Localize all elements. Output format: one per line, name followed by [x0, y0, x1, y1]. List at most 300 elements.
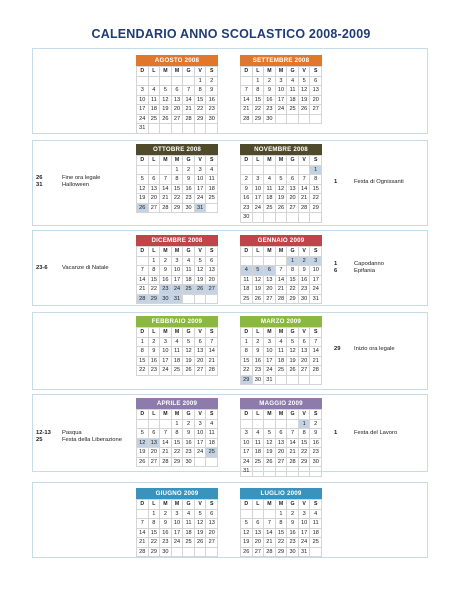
day-cell: 12	[137, 439, 149, 449]
day-cell: 17	[137, 105, 149, 115]
band-giu-lug	[32, 482, 428, 558]
month-calendar	[136, 316, 218, 376]
day-cell: 26	[137, 204, 149, 214]
day-cell: 5	[183, 338, 195, 348]
day-cell: 16	[299, 276, 311, 286]
empty-cell	[264, 213, 276, 223]
day-cell: 22	[299, 448, 311, 458]
day-cell: 1	[149, 510, 161, 520]
day-cell: 29	[172, 204, 184, 214]
day-cell: 17	[264, 357, 276, 367]
weekday-header: D	[137, 156, 149, 166]
empty-cell	[241, 510, 253, 520]
empty-cell	[287, 376, 299, 386]
day-cell: 19	[287, 357, 299, 367]
day-cell: 2	[160, 510, 172, 520]
day-cell: 24	[137, 115, 149, 125]
day-cell: 19	[137, 448, 149, 458]
day-cell: 22	[310, 194, 322, 204]
day-cell: 18	[183, 529, 195, 539]
month-header: AGOSTO 2008	[136, 55, 218, 66]
day-cell: 17	[310, 276, 322, 286]
weekday-header: D	[137, 328, 149, 338]
day-cell: 29	[310, 204, 322, 214]
day-cell: 2	[206, 77, 218, 87]
empty-cell	[310, 467, 322, 477]
weekday-header: M	[172, 500, 184, 510]
day-cell: 7	[137, 266, 149, 276]
day-cell: 24	[195, 448, 207, 458]
day-cell: 8	[276, 519, 288, 529]
day-cell: 30	[183, 204, 195, 214]
day-cell: 2	[183, 166, 195, 176]
day-cell: 20	[195, 357, 207, 367]
day-cell: 6	[206, 510, 218, 520]
day-cell: 4	[183, 510, 195, 520]
day-cell: 27	[206, 285, 218, 295]
empty-cell	[195, 458, 207, 468]
day-cell: 12	[241, 529, 253, 539]
empty-cell	[149, 420, 161, 430]
empty-cell	[160, 124, 172, 134]
empty-cell	[310, 376, 322, 386]
day-cell: 5	[137, 429, 149, 439]
day-cell: 31	[264, 376, 276, 386]
day-cell: 27	[276, 458, 288, 468]
weekday-header: M	[264, 500, 276, 510]
day-cell: 10	[172, 519, 184, 529]
day-cell: 24	[310, 285, 322, 295]
day-cell: 22	[241, 366, 253, 376]
day-cell: 6	[206, 257, 218, 267]
day-cell: 20	[206, 529, 218, 539]
empty-cell	[310, 548, 322, 558]
day-cell: 1	[137, 338, 149, 348]
day-cell: 27	[253, 548, 265, 558]
day-cell: 1	[253, 77, 265, 87]
empty-cell	[149, 166, 161, 176]
day-cell: 2	[253, 338, 265, 348]
day-cell: 22	[137, 366, 149, 376]
event-text: Pasqua	[62, 430, 82, 436]
day-cell: 12	[299, 86, 311, 96]
event-text: Festa della Liberazione	[62, 437, 122, 444]
day-cell: 14	[276, 276, 288, 286]
day-cell: 17	[195, 185, 207, 195]
weekday-header: L	[149, 247, 161, 257]
day-cell: 31	[137, 124, 149, 134]
month-grid	[136, 155, 218, 213]
day-cell: 22	[149, 538, 161, 548]
day-cell: 8	[310, 175, 322, 185]
day-cell: 9	[299, 266, 311, 276]
day-cell: 15	[253, 96, 265, 106]
day-cell: 27	[287, 204, 299, 214]
day-cell: 1	[195, 77, 207, 87]
day-cell: 26	[241, 548, 253, 558]
day-cell: 23	[183, 194, 195, 204]
month-grid	[240, 409, 322, 477]
day-cell: 22	[195, 105, 207, 115]
day-cell: 26	[299, 105, 311, 115]
day-cell: 27	[149, 458, 161, 468]
empty-cell	[287, 467, 299, 477]
day-cell: 23	[160, 285, 172, 295]
day-cell: 21	[241, 105, 253, 115]
day-cell: 12	[183, 347, 195, 357]
weekday-header: V	[299, 247, 311, 257]
weekday-header: D	[137, 247, 149, 257]
empty-cell	[264, 257, 276, 267]
day-cell: 27	[299, 366, 311, 376]
weekday-header: L	[253, 156, 265, 166]
weekday-header: M	[172, 67, 184, 77]
weekday-header: M	[160, 67, 172, 77]
weekday-header: L	[149, 328, 161, 338]
day-cell: 28	[160, 204, 172, 214]
empty-cell	[299, 213, 311, 223]
day-cell: 23	[310, 448, 322, 458]
day-cell: 8	[241, 347, 253, 357]
day-cell: 29	[172, 458, 184, 468]
event-item	[36, 182, 131, 189]
event-item	[334, 268, 424, 275]
day-cell: 19	[241, 538, 253, 548]
month-grid	[240, 66, 322, 124]
day-cell: 13	[310, 86, 322, 96]
event-item	[334, 346, 424, 353]
day-cell: 30	[183, 458, 195, 468]
day-cell: 12	[253, 276, 265, 286]
day-cell: 1	[310, 166, 322, 176]
day-cell: 17	[241, 448, 253, 458]
empty-cell	[253, 257, 265, 267]
day-cell: 30	[160, 295, 172, 305]
day-cell: 27	[172, 115, 184, 125]
day-cell: 18	[264, 194, 276, 204]
empty-cell	[195, 295, 207, 305]
empty-cell	[183, 295, 195, 305]
day-cell: 6	[253, 519, 265, 529]
day-cell: 24	[241, 458, 253, 468]
events-november	[334, 179, 424, 186]
day-cell: 10	[264, 347, 276, 357]
weekday-header: S	[206, 328, 218, 338]
empty-cell	[299, 115, 311, 125]
weekday-header: G	[287, 156, 299, 166]
day-cell: 21	[310, 357, 322, 367]
weekday-header: M	[264, 156, 276, 166]
day-cell: 22	[172, 448, 184, 458]
day-cell: 19	[160, 105, 172, 115]
day-cell: 17	[160, 357, 172, 367]
day-cell: 28	[287, 458, 299, 468]
day-cell: 7	[160, 175, 172, 185]
month-calendar	[240, 316, 322, 385]
day-cell: 28	[310, 366, 322, 376]
empty-cell	[206, 204, 218, 214]
day-cell: 12	[160, 96, 172, 106]
day-cell: 25	[310, 538, 322, 548]
day-cell: 15	[299, 439, 311, 449]
weekday-header: G	[287, 247, 299, 257]
month-grid	[240, 499, 322, 557]
day-cell: 6	[310, 77, 322, 87]
month-header: LUGLIO 2009	[240, 488, 322, 499]
day-cell: 1	[149, 257, 161, 267]
day-cell: 25	[287, 105, 299, 115]
day-cell: 6	[299, 338, 311, 348]
day-cell: 31	[195, 204, 207, 214]
weekday-header: M	[160, 410, 172, 420]
day-cell: 25	[183, 538, 195, 548]
day-cell: 28	[299, 204, 311, 214]
day-cell: 30	[160, 548, 172, 558]
day-cell: 5	[195, 510, 207, 520]
day-cell: 29	[253, 115, 265, 125]
day-cell: 3	[172, 257, 184, 267]
day-cell: 28	[160, 458, 172, 468]
day-cell: 21	[206, 357, 218, 367]
event-day: 12-13	[36, 430, 51, 436]
day-cell: 16	[287, 529, 299, 539]
day-cell: 9	[160, 519, 172, 529]
day-cell: 10	[172, 266, 184, 276]
day-cell: 3	[195, 420, 207, 430]
day-cell: 6	[195, 338, 207, 348]
day-cell: 10	[276, 86, 288, 96]
day-cell: 1	[241, 338, 253, 348]
day-cell: 20	[287, 194, 299, 204]
event-item	[36, 175, 131, 182]
weekday-header: M	[276, 67, 288, 77]
day-cell: 10	[253, 185, 265, 195]
day-cell: 14	[160, 439, 172, 449]
day-cell: 9	[241, 185, 253, 195]
day-cell: 10	[310, 266, 322, 276]
day-cell: 20	[206, 276, 218, 286]
day-cell: 9	[264, 86, 276, 96]
weekday-header: S	[310, 410, 322, 420]
weekday-header: M	[160, 247, 172, 257]
day-cell: 12	[195, 519, 207, 529]
day-cell: 25	[264, 204, 276, 214]
empty-cell	[253, 420, 265, 430]
weekday-header: L	[253, 67, 265, 77]
event-text: Festa di Ognissanti	[354, 179, 404, 185]
empty-cell	[276, 166, 288, 176]
day-cell: 21	[183, 105, 195, 115]
empty-cell	[160, 77, 172, 87]
day-cell: 21	[299, 194, 311, 204]
day-cell: 15	[172, 185, 184, 195]
day-cell: 28	[264, 548, 276, 558]
day-cell: 30	[264, 115, 276, 125]
day-cell: 3	[195, 166, 207, 176]
event-item	[36, 430, 136, 437]
day-cell: 26	[183, 366, 195, 376]
day-cell: 23	[253, 366, 265, 376]
day-cell: 20	[149, 194, 161, 204]
day-cell: 3	[253, 175, 265, 185]
day-cell: 10	[195, 175, 207, 185]
month-grid	[136, 66, 218, 134]
weekday-header: G	[183, 328, 195, 338]
day-cell: 18	[287, 96, 299, 106]
day-cell: 15	[310, 185, 322, 195]
day-cell: 27	[195, 366, 207, 376]
day-cell: 4	[253, 429, 265, 439]
day-cell: 4	[264, 175, 276, 185]
month-calendar	[136, 235, 218, 304]
day-cell: 10	[299, 519, 311, 529]
weekday-header: D	[241, 67, 253, 77]
day-cell: 23	[264, 105, 276, 115]
day-cell: 31	[299, 548, 311, 558]
day-cell: 28	[183, 115, 195, 125]
day-cell: 3	[299, 510, 311, 520]
empty-cell	[299, 376, 311, 386]
day-cell: 6	[276, 429, 288, 439]
day-cell: 14	[264, 529, 276, 539]
day-cell: 21	[160, 194, 172, 204]
day-cell: 19	[195, 276, 207, 286]
weekday-header: G	[183, 500, 195, 510]
events-may	[334, 430, 424, 437]
events-march	[334, 346, 424, 353]
day-cell: 13	[195, 347, 207, 357]
day-cell: 16	[183, 439, 195, 449]
empty-cell	[149, 77, 161, 87]
day-cell: 2	[264, 77, 276, 87]
empty-cell	[183, 124, 195, 134]
empty-cell	[276, 376, 288, 386]
day-cell: 15	[195, 96, 207, 106]
month-grid	[240, 155, 322, 223]
weekday-header: G	[183, 247, 195, 257]
weekday-header: M	[264, 410, 276, 420]
empty-cell	[264, 467, 276, 477]
day-cell: 25	[206, 194, 218, 204]
day-cell: 5	[137, 175, 149, 185]
month-calendar	[136, 488, 218, 557]
empty-cell	[206, 458, 218, 468]
day-cell: 2	[183, 420, 195, 430]
event-text: Inizio ora legale	[354, 346, 395, 352]
empty-cell	[206, 295, 218, 305]
empty-cell	[287, 420, 299, 430]
day-cell: 5	[195, 257, 207, 267]
weekday-header: V	[195, 328, 207, 338]
day-cell: 5	[264, 429, 276, 439]
day-cell: 8	[149, 266, 161, 276]
day-cell: 30	[206, 115, 218, 125]
day-cell: 11	[287, 86, 299, 96]
day-cell: 22	[287, 285, 299, 295]
day-cell: 25	[149, 115, 161, 125]
month-grid	[240, 327, 322, 385]
weekday-header: D	[241, 410, 253, 420]
day-cell: 18	[276, 357, 288, 367]
weekday-header: M	[160, 156, 172, 166]
empty-cell	[206, 124, 218, 134]
month-header: GIUGNO 2009	[136, 488, 218, 499]
day-cell: 30	[287, 548, 299, 558]
day-cell: 24	[195, 194, 207, 204]
day-cell: 28	[241, 115, 253, 125]
day-cell: 30	[310, 458, 322, 468]
empty-cell	[195, 548, 207, 558]
day-cell: 23	[183, 448, 195, 458]
day-cell: 11	[264, 185, 276, 195]
event-day: 1	[334, 179, 338, 185]
weekday-header: G	[287, 410, 299, 420]
day-cell: 28	[137, 548, 149, 558]
band-ago-set	[32, 48, 428, 134]
day-cell: 19	[264, 448, 276, 458]
month-grid	[136, 246, 218, 304]
month-header: OTTOBRE 2008	[136, 144, 218, 155]
weekday-header: V	[195, 156, 207, 166]
day-cell: 7	[137, 519, 149, 529]
day-cell: 19	[253, 285, 265, 295]
day-cell: 2	[160, 257, 172, 267]
day-cell: 5	[287, 338, 299, 348]
empty-cell	[183, 77, 195, 87]
empty-cell	[149, 124, 161, 134]
day-cell: 6	[287, 175, 299, 185]
day-cell: 19	[195, 529, 207, 539]
day-cell: 23	[160, 538, 172, 548]
day-cell: 22	[149, 285, 161, 295]
day-cell: 4	[287, 77, 299, 87]
day-cell: 27	[310, 105, 322, 115]
day-cell: 25	[183, 285, 195, 295]
weekday-header: V	[195, 247, 207, 257]
empty-cell	[253, 213, 265, 223]
weekday-header: D	[241, 328, 253, 338]
day-cell: 24	[253, 204, 265, 214]
day-cell: 14	[137, 276, 149, 286]
day-cell: 7	[183, 86, 195, 96]
day-cell: 7	[264, 519, 276, 529]
event-text: Fine ora legale	[62, 175, 101, 181]
empty-cell	[287, 213, 299, 223]
day-cell: 14	[137, 529, 149, 539]
day-cell: 7	[287, 429, 299, 439]
weekday-header: S	[206, 500, 218, 510]
day-cell: 15	[149, 276, 161, 286]
empty-cell	[137, 77, 149, 87]
empty-cell	[299, 467, 311, 477]
day-cell: 20	[299, 357, 311, 367]
month-calendar	[136, 55, 218, 134]
day-cell: 13	[287, 185, 299, 195]
day-cell: 9	[253, 347, 265, 357]
day-cell: 19	[276, 194, 288, 204]
weekday-header: S	[310, 156, 322, 166]
day-cell: 10	[195, 429, 207, 439]
empty-cell	[310, 213, 322, 223]
day-cell: 14	[160, 185, 172, 195]
day-cell: 14	[241, 96, 253, 106]
weekday-header: L	[253, 500, 265, 510]
day-cell: 11	[183, 266, 195, 276]
day-cell: 21	[287, 448, 299, 458]
day-cell: 18	[206, 439, 218, 449]
day-cell: 20	[172, 105, 184, 115]
day-cell: 13	[149, 439, 161, 449]
